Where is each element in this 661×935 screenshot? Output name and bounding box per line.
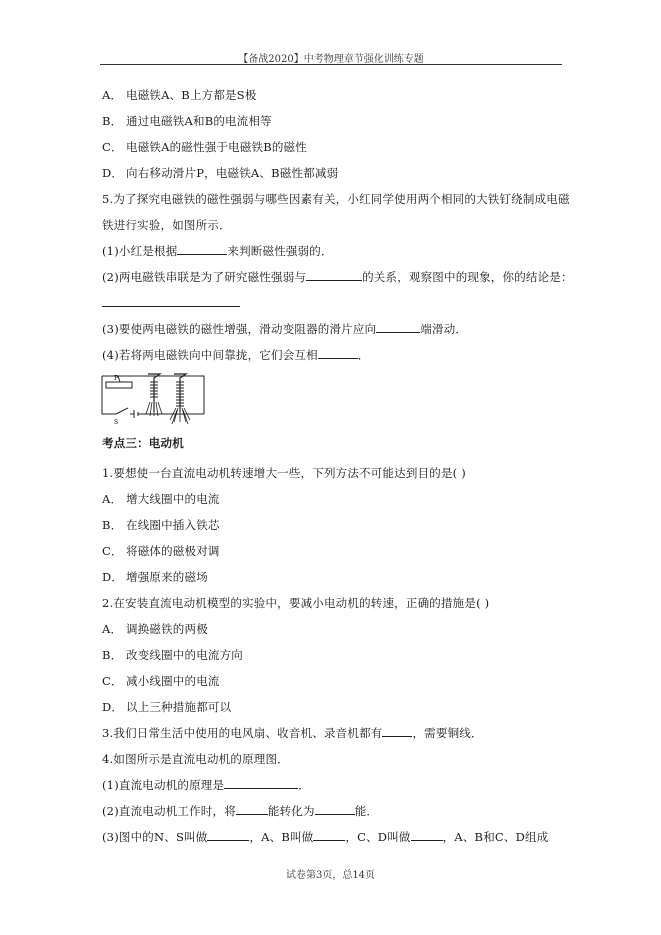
option-label: A． xyxy=(102,622,123,636)
option-text: 将磁体的磁极对调 xyxy=(126,544,220,558)
q5-part2-before: (2)两电磁铁串联是为了研究磁性强弱与 xyxy=(102,270,307,284)
m4-stem: 4.如图所示是直流电动机的原理图． xyxy=(102,752,289,766)
m2-option-a xyxy=(102,622,208,636)
m4-part1-after: ． xyxy=(298,778,310,792)
option-text: 改变线圈中的电流方向 xyxy=(126,648,243,662)
option-label: A． xyxy=(102,88,123,102)
q5-part2-after: 的关系，观察图中的现象，你的结论是： xyxy=(362,270,573,284)
option-label: B． xyxy=(102,518,123,532)
option-text: 增大线圈中的电流 xyxy=(126,492,220,506)
m3-stem xyxy=(102,726,483,740)
electromagnet-a xyxy=(146,374,162,416)
rheostat xyxy=(106,382,132,388)
answer-blank xyxy=(315,804,355,815)
m4-part3-c: ，C、D叫做 xyxy=(345,830,411,844)
m2-option-d xyxy=(102,700,231,714)
q5-part3-before: (3)要使两电磁铁的磁性增强，滑动变阻器的滑片应向 xyxy=(102,322,377,336)
switch-label-s: S xyxy=(114,419,119,426)
electromagnet-circuit-figure xyxy=(100,366,208,428)
q5-stem-line2: 铁进行实验，如图所示． xyxy=(102,218,231,232)
m1-option-d xyxy=(102,570,208,584)
q4-option-c xyxy=(102,140,307,154)
m1-option-c xyxy=(102,544,220,558)
page-header: 【备战2020】中考物理章节强化训练专题 xyxy=(238,54,424,65)
option-label: C． xyxy=(102,140,123,154)
option-text: 在线圈中插入铁芯 xyxy=(126,518,220,532)
option-text: 调换磁铁的两极 xyxy=(126,622,208,636)
option-text: 电磁铁A的磁性强于电磁铁B的磁性 xyxy=(126,140,307,154)
answer-blank xyxy=(313,830,345,841)
m4-part3 xyxy=(102,830,548,844)
m3-after: ，需要铜线． xyxy=(412,726,483,740)
answer-blank xyxy=(177,244,227,255)
m2-option-b xyxy=(102,648,243,662)
m4-part3-a: (3)图中的N、S叫做 xyxy=(102,830,208,844)
answer-blank xyxy=(411,830,443,841)
m4-part2-a: (2)直流电动机工作时，将 xyxy=(102,804,236,818)
option-label: A． xyxy=(102,492,123,506)
answer-blank xyxy=(382,726,412,737)
q5-part1 xyxy=(102,244,333,258)
q5-part3-after: 端滑动． xyxy=(420,322,468,336)
m4-part3-d: ，A、B和C、D组成 xyxy=(442,830,549,844)
m4-part2-c: 能． xyxy=(354,804,379,818)
q5-part4-after: ． xyxy=(357,348,370,362)
option-label: B． xyxy=(102,648,123,662)
m2-option-c xyxy=(102,674,220,688)
m1-option-a xyxy=(102,492,220,506)
m4-part1 xyxy=(102,778,310,792)
m4-part2-b: 能转化为 xyxy=(267,804,315,818)
answer-blank xyxy=(318,348,358,359)
rheostat-slider xyxy=(118,376,120,382)
q4-option-a xyxy=(102,88,257,102)
m1-stem: 1.要想使一台直流电动机转速增大一些，下列方法不可能达到目的是( ) xyxy=(102,466,466,480)
option-label: D． xyxy=(102,700,124,714)
q5-part1-after: 来判断磁性强弱的． xyxy=(227,244,333,258)
option-text: 以上三种措施都可以 xyxy=(126,700,232,714)
answer-blank xyxy=(376,322,420,333)
m4-part3-b: ，A、B叫做 xyxy=(249,830,314,844)
m2-stem: 2.在安装直流电动机模型的实验中，要减小电动机的转速，正确的措施是( ) xyxy=(102,596,490,610)
page-footer: 试卷第3页，总14页 xyxy=(285,870,376,881)
answer-blank xyxy=(102,296,240,307)
option-text: 增强原来的磁场 xyxy=(126,570,208,584)
option-label: C． xyxy=(102,674,123,688)
option-text: 电磁铁A、B上方都是S极 xyxy=(126,88,257,102)
q5-part1-before: (1)小红是根据 xyxy=(102,244,178,258)
answer-blank xyxy=(306,270,362,281)
option-label: D． xyxy=(102,166,124,180)
switch xyxy=(116,408,128,414)
m4-part1-before: (1)直流电动机的原理是 xyxy=(102,778,225,792)
m3-before: 3.我们日常生活中使用的电风扇、收音机、录音机都有 xyxy=(102,726,383,740)
q5-part3 xyxy=(102,322,467,336)
q5-stem-line1: 5.为了探究电磁铁的磁性强弱与哪些因素有关，小红同学使用两个相同的大铁钉绕制成电磁 xyxy=(102,192,570,206)
m1-option-b xyxy=(102,518,220,532)
answer-blank xyxy=(236,804,268,815)
option-label: B． xyxy=(102,114,123,128)
q5-part2 xyxy=(102,270,573,284)
answer-blank xyxy=(207,830,249,841)
battery xyxy=(134,410,138,418)
option-text: 通过电磁铁A和B的电流相等 xyxy=(126,114,272,128)
section-title: 考点三：电动机 xyxy=(102,436,184,450)
q4-option-b xyxy=(102,114,272,128)
q4-option-d xyxy=(102,166,338,180)
option-text: 向右移动滑片P，电磁铁A、B磁性都减弱 xyxy=(126,166,339,180)
q5-part2-continued xyxy=(102,296,240,310)
header-rule xyxy=(100,64,562,65)
option-label: C． xyxy=(102,544,123,558)
q5-part4-before: (4)若将两电磁铁向中间靠拢，它们会互相 xyxy=(102,348,318,362)
option-text: 减小线圈中的电流 xyxy=(126,674,220,688)
m4-part2 xyxy=(102,804,378,818)
option-label: D． xyxy=(102,570,124,584)
electromagnet-b xyxy=(170,374,190,424)
q5-part4 xyxy=(102,348,370,362)
slider-label-p: P xyxy=(114,375,119,382)
answer-blank xyxy=(224,778,298,789)
